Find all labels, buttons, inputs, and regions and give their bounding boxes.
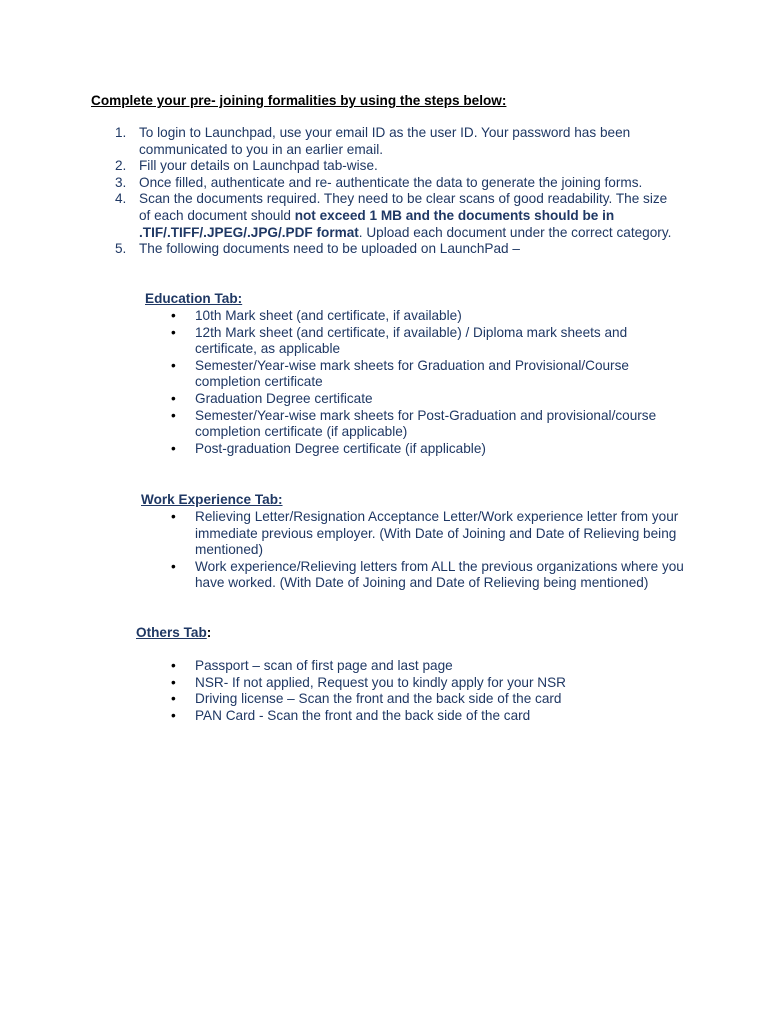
step-item: [91, 175, 681, 192]
list-item-text: PAN Card - Scan the front and the back side of the card: [195, 707, 531, 723]
step-number: 4.: [115, 191, 127, 207]
work-experience-list: [170, 509, 690, 592]
list-item: [170, 441, 690, 458]
step-text: To login to Launchpad, use your email ID as the user ID. Your password has been communicated to you in an earlier email.: [139, 125, 631, 157]
list-item: [170, 691, 690, 708]
bullet-icon: •: [171, 324, 176, 340]
education-tab-title: Education Tab:: [145, 291, 243, 306]
step-number: 5.: [115, 241, 127, 257]
list-item-text: Passport – scan of first page and last page: [195, 658, 453, 673]
list-item-text: Driving license – Scan the front and the back side of the card: [195, 691, 562, 707]
step-text: Fill your details on Launchpad tab-wise.: [139, 158, 378, 174]
list-item: [170, 408, 690, 441]
step-text: . Upload each document under the correct category.: [358, 224, 672, 240]
list-item: [170, 308, 690, 325]
list-item: [170, 658, 690, 675]
bullet-icon: •: [171, 658, 176, 673]
list-item: [170, 358, 690, 391]
list-item-text: Post-graduation Degree certificate (if applicable): [195, 440, 486, 456]
bullet-icon: •: [171, 691, 176, 707]
step-number: 1.: [115, 125, 127, 140]
list-item-text: Work experience/Relieving letters from ALL the previous organizations where you have worked. (With Date of Joining and Date of Relieving being mentioned): [195, 558, 684, 591]
page-heading: Complete your pre- joining formalities by using the steps below:: [91, 93, 507, 108]
step-number: 2.: [115, 158, 127, 174]
list-item-text: 10th Mark sheet (and certificate, if available): [195, 308, 462, 323]
list-item: [170, 708, 690, 725]
step-text: The following documents need to be uploaded on LaunchPad –: [139, 241, 520, 257]
others-list: [170, 658, 690, 724]
bullet-icon: •: [171, 558, 176, 574]
step-item: [91, 191, 681, 241]
step-number: 3.: [115, 174, 127, 190]
bullet-icon: •: [171, 707, 176, 723]
bullet-icon: •: [171, 390, 176, 406]
list-item: [170, 391, 690, 408]
step-text: Once filled, authenticate and re- authenticate the data to generate the joining forms.: [139, 174, 643, 190]
list-item-text: Semester/Year-wise mark sheets for Post-Graduation and provisional/course completion certificate (if applicable): [195, 407, 657, 440]
list-item-text: 12th Mark sheet (and certificate, if available) / Diploma mark sheets and certificate, as applicable: [195, 324, 628, 357]
list-item: [170, 325, 690, 358]
bullet-icon: •: [171, 407, 176, 423]
step-item: [91, 125, 681, 158]
bullet-icon: •: [171, 509, 176, 524]
education-list: [170, 308, 690, 457]
steps-list: [91, 125, 681, 258]
list-item-text: Relieving Letter/Resignation Acceptance Letter/Work experience letter from your immediate previous employer. (With Date of Joining and Date of Relieving being mentioned): [195, 509, 679, 558]
list-item: [170, 675, 690, 692]
list-item-text: Graduation Degree certificate: [195, 390, 373, 406]
work-experience-tab-title: Work Experience Tab:: [141, 492, 283, 507]
bullet-icon: •: [171, 357, 176, 373]
bullet-icon: •: [171, 440, 176, 456]
list-item-text: Semester/Year-wise mark sheets for Graduation and Provisional/Course completion certificate: [195, 357, 629, 390]
list-item: [170, 509, 690, 559]
others-tab-title-colon: :: [206, 625, 212, 640]
list-item-text: NSR- If not applied, Request you to kindly apply for your NSR: [195, 674, 566, 690]
others-tab-title: [136, 625, 211, 642]
bullet-icon: •: [171, 308, 176, 323]
step-text-bold: not exceed 1 MB and the documents should be in .TIF/.TIFF/.JPEG/.JPG/.PDF format: [139, 207, 615, 240]
others-tab-title-text: Others Tab: [136, 625, 207, 640]
step-text: Scan the documents required. They need to be clear scans of good readability. The size of each document should: [139, 191, 668, 223]
list-item: [170, 559, 690, 592]
bullet-icon: •: [171, 674, 176, 690]
step-item: [91, 241, 681, 258]
step-item: [91, 158, 681, 175]
